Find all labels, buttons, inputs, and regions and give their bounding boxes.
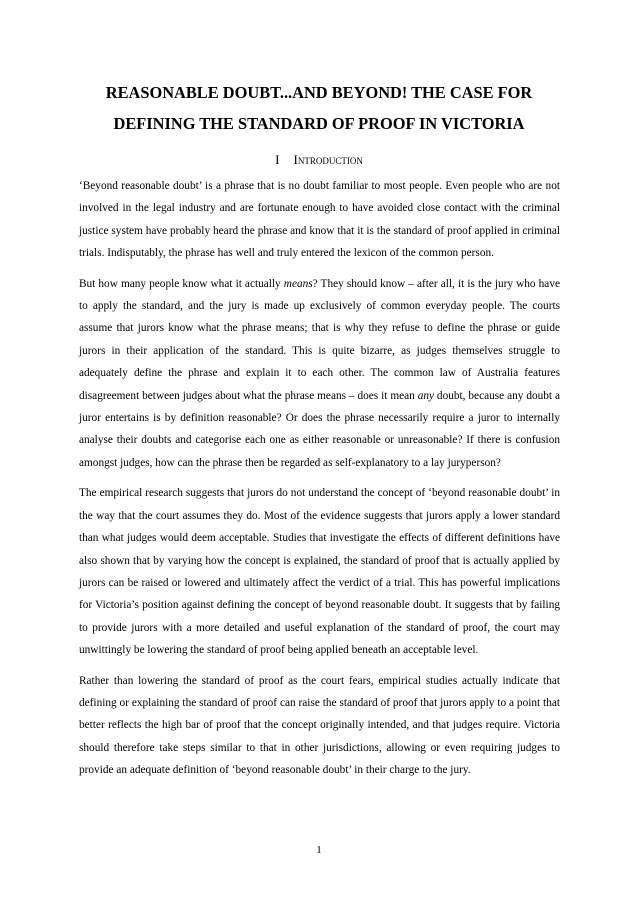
paragraph-2 (79, 273, 560, 475)
paragraph-4 (79, 670, 560, 782)
paragraph-1 (79, 175, 560, 265)
section-heading (0, 151, 638, 169)
document-body (79, 175, 560, 790)
document-title (60, 77, 578, 139)
paragraph-1-text: ‘Beyond reasonable doubt’ is a phrase that is no doubt familiar to most people. Even people who are not involved in the legal industry and are fortunate enough to have avoided close contact with the criminal justice system have probably heard the phrase and know that it is the standard of proof applied in criminal trials. Indisputably, the phrase has well and truly entered the lexicon of the common person. (79, 180, 560, 260)
paragraph-2-text-a: But how many people know what it actually (79, 277, 284, 290)
section-title: Introduction (293, 152, 363, 167)
paragraph-2-text-c: doubt, because any doubt a juror entertains is by definition reasonable? Or does the phrase necessarily require a juror to internally analyse their doubts and categorise each one as either reasonable or unreasonable? If there is confusion amongst judges, how can the phrase then be regarded as self-explanatory to a lay juryperson? (79, 389, 560, 469)
paragraph-3 (79, 482, 560, 661)
page-number: 1 (316, 844, 322, 856)
section-numeral: I (275, 152, 280, 167)
emphasis-means: means (283, 277, 313, 290)
paragraph-2-text-b: ? They should know – after all, it is the jury who have to apply the standard, and the jury is made up exclusively of common everyday people. The courts assume that jurors know what the phrase means; that is why they refuse to define the phrase or guide jurors in their application of the standard. This is quite bizarre, as judges themselves struggle to adequately define the phrase and explain it to each other. The common law of Australia features disagreement between judges about what the phrase means – does it mean (79, 277, 560, 402)
paragraph-4-text: Rather than lowering the standard of proof as the court fears, empirical studies actually indicate that defining or explaining the standard of proof can raise the standard of proof that jurors apply to a point that better reflects the high bar of proof that the concept originally intended, and that judges require. Victoria should therefore take steps similar to that in other jurisdictions, allowing or even requiring judges to provide an adequate definition of ‘beyond reasonable doubt’ in their charge to the jury. (79, 674, 560, 777)
title-line-2: DEFINING THE STANDARD OF PROOF IN VICTORIA (113, 114, 525, 133)
title-line-1: REASONABLE DOUBT...AND BEYOND! THE CASE FOR (105, 83, 533, 102)
emphasis-any: any (417, 389, 435, 402)
paragraph-3-text: The empirical research suggests that jurors do not understand the concept of ‘beyond reasonable doubt’ in the way that the court assumes they do. Most of the evidence suggests that jurors apply a lower standard than what judges would deem acceptable. Studies that investigate the effects of different definitions have also shown that by varying how the concept is explained, the standard of proof that is actually applied by jurors can be raised or lowered and ultimately affect the verdict of a trial. This has powerful implications for Victoria’s position against defining the concept of beyond reasonable doubt. It suggests that by failing to provide jurors with a more detailed and useful explanation of the standard of proof, the court may unwittingly be lowering the standard of proof being applied beneath an acceptable level. (79, 487, 560, 657)
